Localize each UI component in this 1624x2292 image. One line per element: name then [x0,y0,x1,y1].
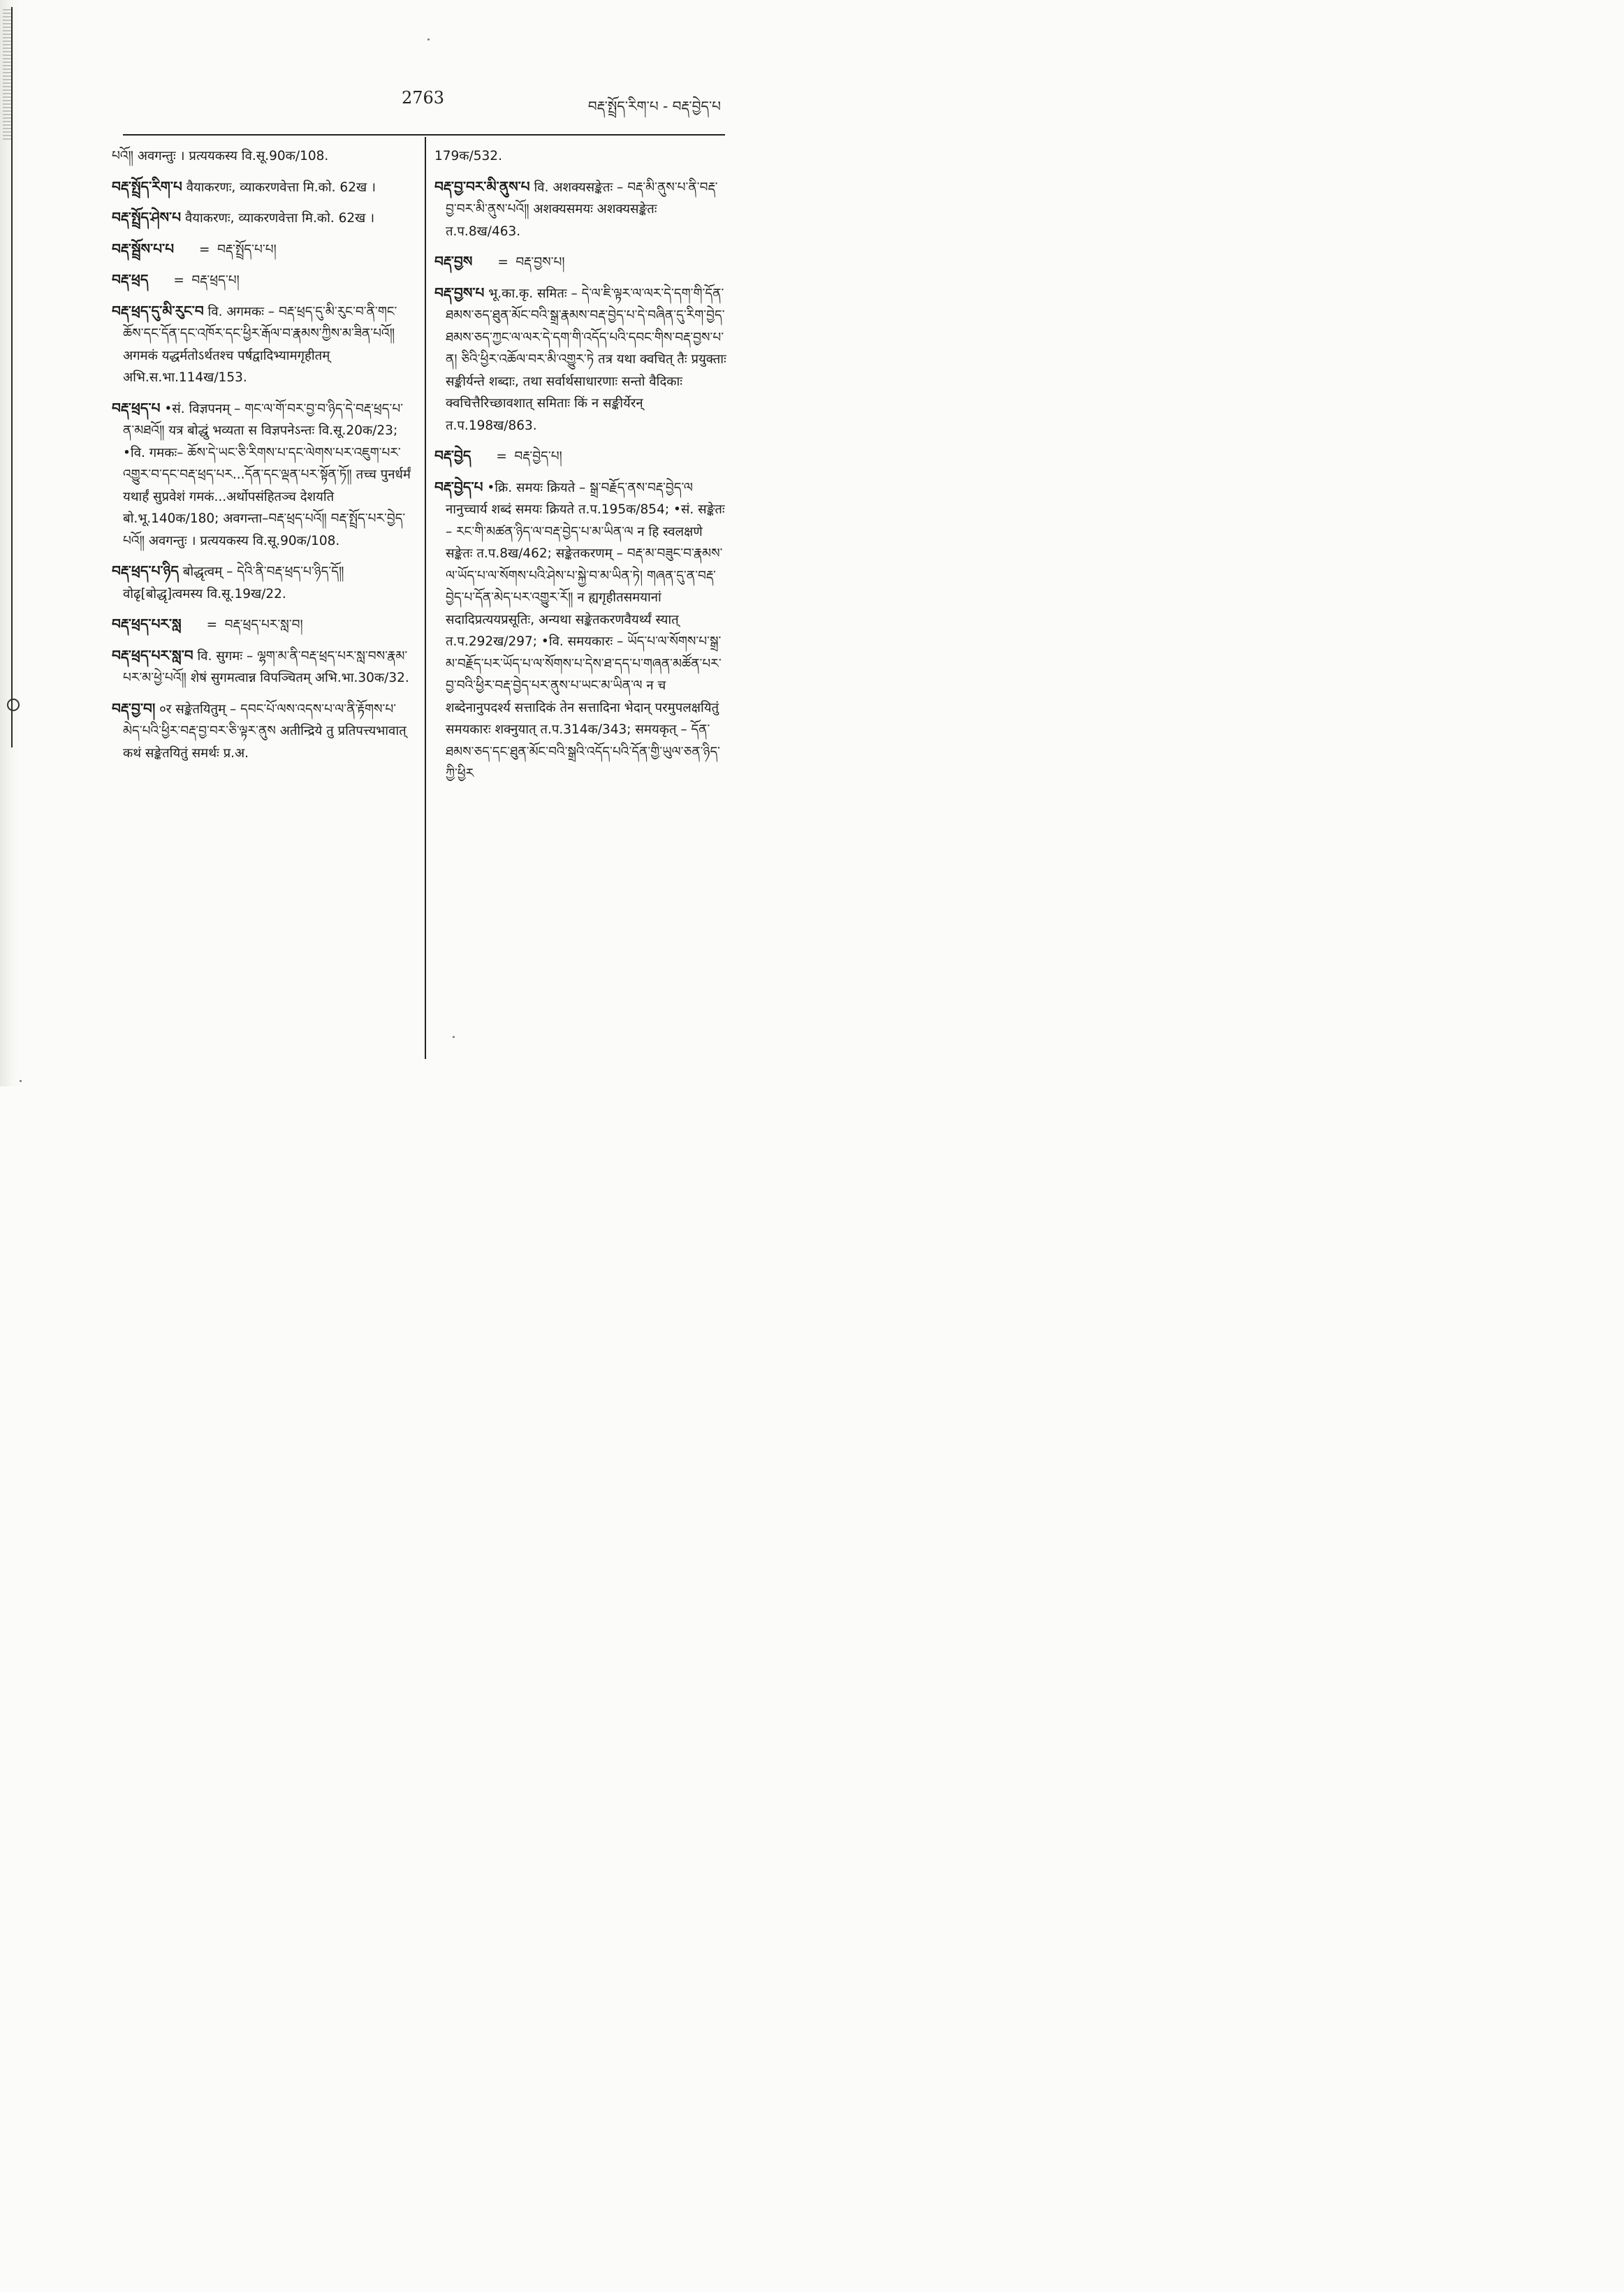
entry-text: भू.का.कृ. समितः – དེ་ལ་ཇི་ལྟར་ལ་ལར་དེ་དག་གི་དོན་ཐམས་ཅད་ཐུན་མོང་བའི་སྒྲ་རྣམས་བརྡ་བྱེད་པ་དེ་བཞིན་དུ་རིག་བྱེད་ཐམས་ཅད་ཀྱང་ལ་ལར་དེ་དག་གི་འདོད་པའི་དབང་གིས་བརྡ་བྱས་པ་ན། ཅིའི་ཕྱིར་འཆོལ་བར་མི་འགྱུར་ཏེ तत्र यथा क्वचित् तैः प्रयुक्ताः सङ्कीर्यन्ते शब्दाः, तथा सर्वार्थसाधारणाः सन्तो वैदिकाः क्वचित्तैरिच्छावशात् समिताः किं न सङ्कीर्येरन् त.प.198ख/863. [446,286,726,433]
entry-text: बोद्धृत्वम् – དེའི་ནི་བརྡ་ཕྲད་པ་ཉིད་དོ༎ वोढृ[बोद्धृ]त्वमस्य वि.सू.19ख/22. [123,564,344,601]
right-column [434,145,726,794]
entry-headword: བརྡ་སྤྲོད་ཤེས་པ [112,209,182,226]
dictionary-entry [112,176,411,199]
dictionary-entry [434,176,726,243]
dictionary-entry [112,397,411,553]
cross-reference: བརྡ་བྱེད་པ། [514,449,562,464]
dictionary-entry [434,282,726,437]
scan-speck [453,1036,455,1038]
entry-headword: བརྡ་བྱ་བར་མི་ནུས་པ [434,177,530,195]
dictionary-entry: བརྡ་བྱས = བརྡ་བྱས་པ། [434,253,565,270]
cross-reference: བརྡ་ཕྲད་པ། [191,273,240,288]
entry-headword: བརྡ་སྦྲོས་པ་པ [112,240,175,257]
entry-headword: བརྡ་བྱེད [434,447,471,464]
left-column [112,145,411,773]
book-binding-edge [0,0,20,1086]
cross-reference: བརྡ་བྱས་པ། [515,255,565,270]
page-number: 2763 [402,88,445,108]
entry-headword: བརྡ་བྱས་པ [434,284,485,301]
entry-headword: བརྡ་སྤྲོད་རིག་པ [112,177,182,195]
dictionary-entry [434,145,726,168]
binding-ornament-icon [7,699,20,711]
entry-text: वि. अशक्यसङ्केतः – བརྡ་མི་ནུས་པ་ནི་བརྡ་བྱ་བར་མི་ནུས་པའོ༎ अशक्यसमयः अशक्यसङ्केतः त.प.8ख/463. [446,180,718,239]
entry-text: 179क/532. [434,149,502,163]
dictionary-entry [112,300,411,389]
dictionary-entry: བརྡ་སྦྲོས་པ་པ = བརྡ་སྤྲོད་པ་པ། [112,240,277,257]
entry-text: वैयाकरणः, व्याकरणवेत्ता मि.को. 62ख । [186,180,376,195]
dictionary-entry [434,476,726,785]
entry-headword: བརྡ་ཕྲད་པར་སླ་བ [112,646,193,664]
entry-text: वि. सुगमः – ལྷག་མ་ནི་བརྡ་ཕྲད་པར་སླ་བས་རྣམ་པར་མ་ཕྱེ་པའོ༎ शेषं सुगमत्वान्न विपञ्चितम् अभि.भा.30क/32. [123,648,409,685]
entry-text: वि. अगमकः – བརྡ་ཕྲད་དུ་མི་རུང་བ་ནི་གང་ཆོས་དང་དོན་དང་འཁོར་དང་ཕྱིར་རྒོལ་བ་རྣམས་ཀྱིས་མ་ཟིན་པའོ༎ अगमकं यद्धर्मतोऽर्थतश्च पर्षद्वादिभ्यामगृहीतम् अभि.स.भा.114ख/153. [123,304,397,385]
entry-text: •क्रि. समयः क्रियते – སྒྲ་བརྗོད་ནས་བརྡ་བྱེད་ལ नानुच्चार्य शब्दं समयः क्रियते त.प.195क/854; •सं. सङ्केतः – རང་གི་མཚན་ཉིད་ལ་བརྡ་བྱེད་པ་མ་ཡིན་ལ न हि स्वलक्षणे सङ्केतः त.प.8ख/462; सङ्केतकरणम् – བརྡ་མ་བཟུང་བ་རྣམས་ལ་ཡོད་པ་ལ་སོགས་པའི་ཤེས་པ་སྐྱེ་བ་མ་ཡིན་ཏེ། གཞན་དུ་ན་བརྡ་བྱེད་པ་དོན་མེད་པར་འགྱུར་རོ༎ न ह्यगृहीतसमयानां सदादिप्रत्ययप्रसूतिः, अन्यथा सङ्केतकरणवैयर्थ्यं स्यात् त.प.292ख/297; •वि. समयकारः – ཡོད་པ་ལ་སོགས་པ་སྒྲ་མ་བརྗོད་པར་ཡོད་པ་ལ་སོགས་པ་དེས་ཐ་དད་པ་གཞན་མཚོན་པར་བྱ་བའི་ཕྱིར་བརྡ་བྱེད་པར་ནུས་པ་ཡང་མ་ཡིན་ལ न च शब्देनानुपदर्श्य सत्तादिकं तेन सत्तादिना भेदान् परमुपलक्षयितुं समयकारः शक्नुयात् त.प.314क/343; समयकृत् – དོན་ཐམས་ཅད་དང་ཐུན་མོང་བའི་སྒྲའི་འདོད་པའི་དོན་གྱི་ཡུལ་ཅན་ཉིད་ཀྱི་ཕྱིར [446,480,725,781]
dictionary-entry: བརྡ་བྱེད = བརྡ་བྱེད་པ། [434,447,562,464]
dictionary-entry [112,560,411,605]
scan-speck [20,1080,22,1082]
header-rule [123,134,725,136]
dictionary-entry [112,645,411,689]
dictionary-entry [112,207,411,230]
entry-headword: བརྡ་བྱེད་པ [434,478,483,495]
cross-reference: བརྡ་ཕྲད་པར་སླ་བ། [224,618,303,632]
entry-text: •सं. विज्ञपनम् – གང་ལ་གོ་བར་བྱ་བ་ཉིད་དེ་བརྡ་ཕྲད་པ་ན་མཐའོ༎ यत्र बोद्धुं भव्यता स विज्ञपनेऽन्तः वि.सू.20क/23; •वि. गमकः– ཆོས་དེ་ཡང་ཅི་རིགས་པ་དང་ལེགས་པར་འཇུག་པར་འགྱུར་བ་དང་བརྡ་ཕྲད་པར...དོན་དང་ལྡན་པར་སྟོན་ཏོ༎ तच्च पुनर्धर्मं यथार्हं सुप्रवेशं गमकं...अर्थोपसंहितञ्च देशयति बो.भू.140क/180; अवगन्ता–བརྡ་ཕྲད་པའོ༎ བརྡ་སྤྲོད་པར་བྱེད་པའོ༎ अवगन्तुः । प्रत्ययकस्य वि.सू.90क/108. [123,401,411,548]
dictionary-entry: བརྡ་ཕྲད་པར་སླ = བརྡ་ཕྲད་པར་སླ་བ། [112,615,303,632]
entry-headword: བརྡ་ཕྲད་པར་སླ [112,615,182,632]
binding-texture [3,7,11,140]
dictionary-entry: བརྡ་ཕྲད = བརྡ་ཕྲད་པ། [112,271,240,288]
entry-headword: བརྡ་ཕྲད [112,271,149,288]
cross-reference: བརྡ་སྤྲོད་པ་པ། [217,242,277,257]
entry-text: ०र सङ्केतयितुम् – དབང་པོ་ལས་འདས་པ་ལ་ནི་རྟོགས་པ་མེད་པའི་ཕྱིར་བརྡ་བྱ་བར་ཅི་ལྟར་ནུས अतीन्द्रिये तु प्रतिपत्त्यभावात् कथं सङ्केतयितुं समर्थः प्र.अ. [123,701,407,761]
entry-headword: བརྡ་བྱ་བ། [112,699,156,717]
entry-headword: བརྡ་ཕྲད་པ [112,399,161,416]
entry-text: པའོ༎ अवगन्तुः । प्रत्ययकस्य वि.सू.90क/108. [112,149,329,163]
entry-text: वैयाकरणः, व्याकरणवेत्ता मि.को. 62ख । [184,211,375,226]
running-head: བརྡ་སྤྲོད་རིག་པ - བརྡ་བྱེད་པ [587,98,721,115]
dictionary-entry [112,145,411,168]
entry-headword: བརྡ་བྱས [434,253,473,270]
scan-speck [427,38,430,41]
entry-headword: བརྡ་ཕྲད་པ་ཉིད [112,562,179,579]
entry-headword: བརྡ་ཕྲད་དུ་མི་རུང་བ [112,302,204,319]
binding-line [11,7,13,747]
column-divider [425,137,426,1059]
dictionary-entry [112,698,411,765]
